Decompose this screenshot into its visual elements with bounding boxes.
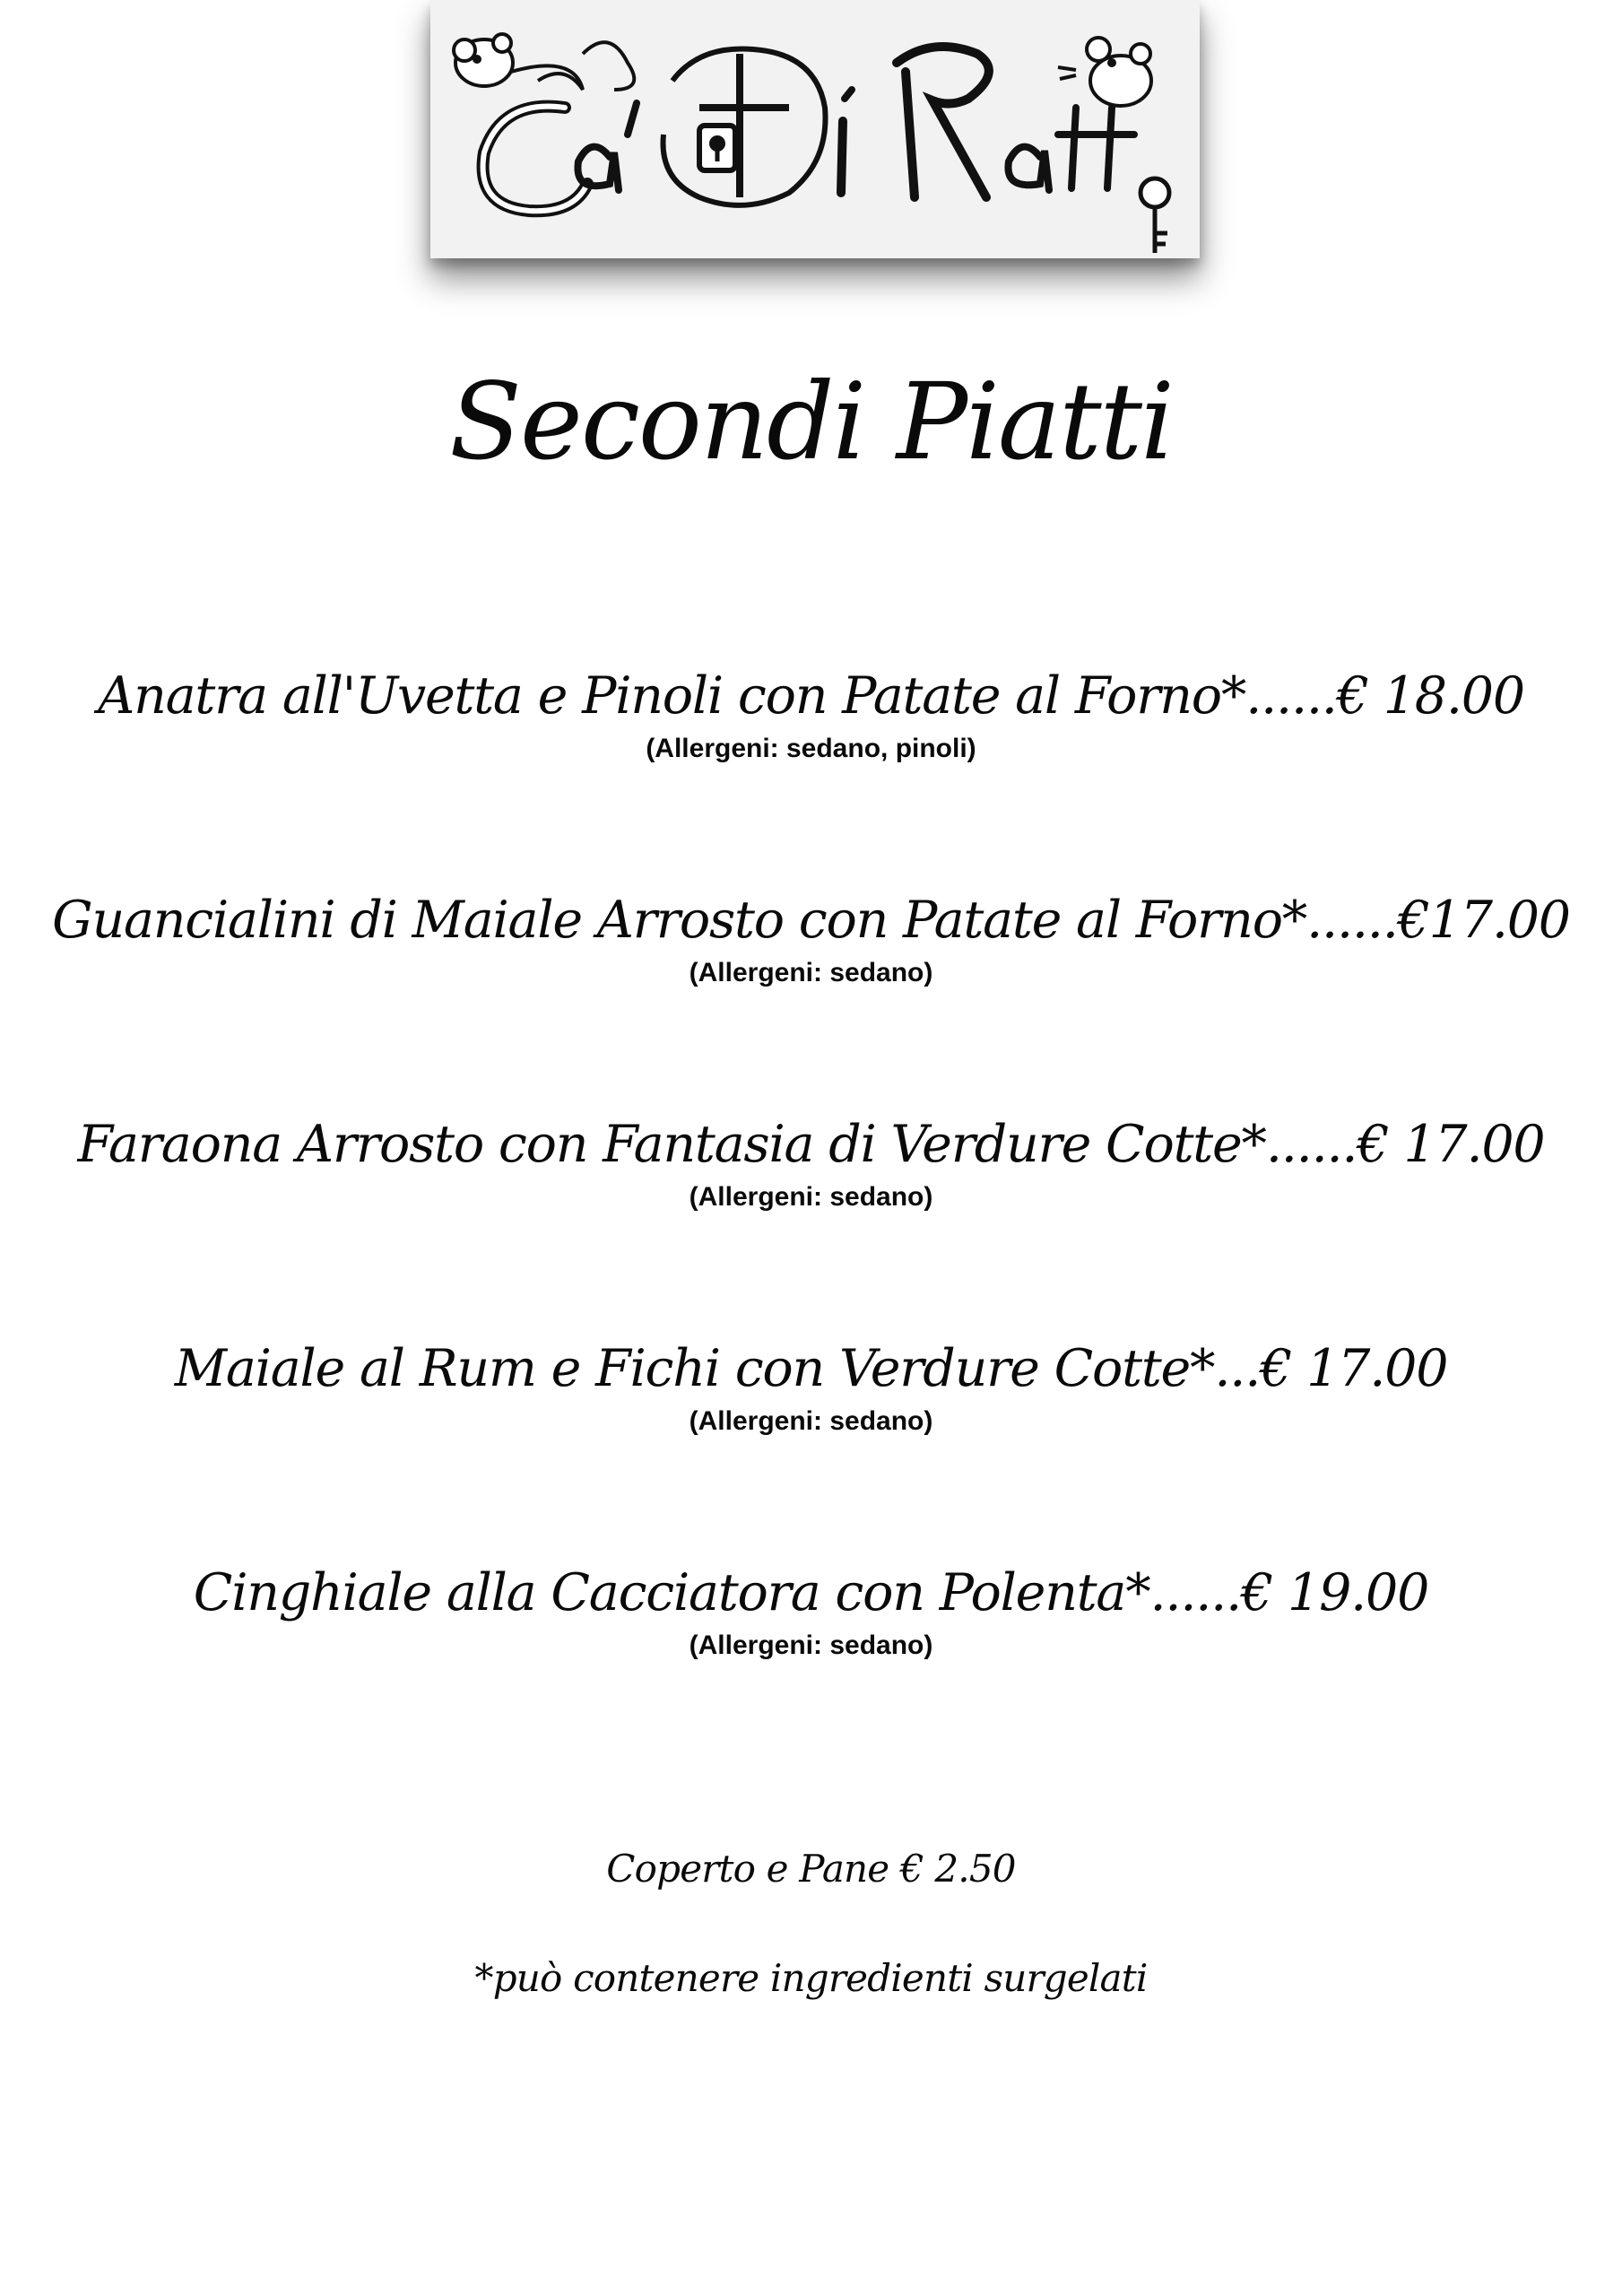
key-icon	[1141, 178, 1169, 253]
cover-charge: Coperto e Pane € 2.50	[606, 1847, 1016, 1891]
rat-right-icon	[1058, 38, 1151, 106]
restaurant-logo	[430, 0, 1200, 258]
menu-item	[0, 1561, 1622, 1663]
rat-left-icon	[454, 34, 634, 90]
dish-allergens: (Allergeni: sedano, pinoli)	[646, 734, 976, 763]
dish-allergens: (Allergeni: sedano)	[689, 958, 933, 987]
frozen-ingredients-note: *può contenere ingredienti surgelati	[474, 1956, 1148, 2000]
dish-name-price: Maiale al Rum e Fichi con Verdure Cotte*...€ 17.00	[174, 1339, 1448, 1398]
dish-name-price: Cinghiale alla Cacciatora con Polenta*......€ 19.00	[193, 1563, 1429, 1622]
dish-name-price: Faraona Arrosto con Fantasia di Verdure Cotte*......€ 17.00	[77, 1115, 1545, 1174]
menu-item	[0, 888, 1622, 990]
page-title: Secondi Piatti	[449, 360, 1173, 483]
dish-allergens: (Allergeni: sedano)	[689, 1182, 933, 1212]
dish-name-price: Guancialini di Maiale Arrosto con Patate al Forno*......€17.00	[52, 891, 1570, 950]
menu-item	[0, 1112, 1622, 1214]
menu-item	[0, 664, 1622, 766]
shield-cross-icon	[664, 48, 826, 204]
dish-name-price: Anatra all'Uvetta e Pinoli con Patate al Forno*......€ 18.00	[98, 666, 1524, 726]
letter-c-icon	[483, 107, 587, 212]
dish-allergens: (Allergeni: sedano)	[689, 1406, 933, 1436]
dish-allergens: (Allergeni: sedano)	[689, 1631, 933, 1660]
menu-item	[0, 1336, 1622, 1439]
